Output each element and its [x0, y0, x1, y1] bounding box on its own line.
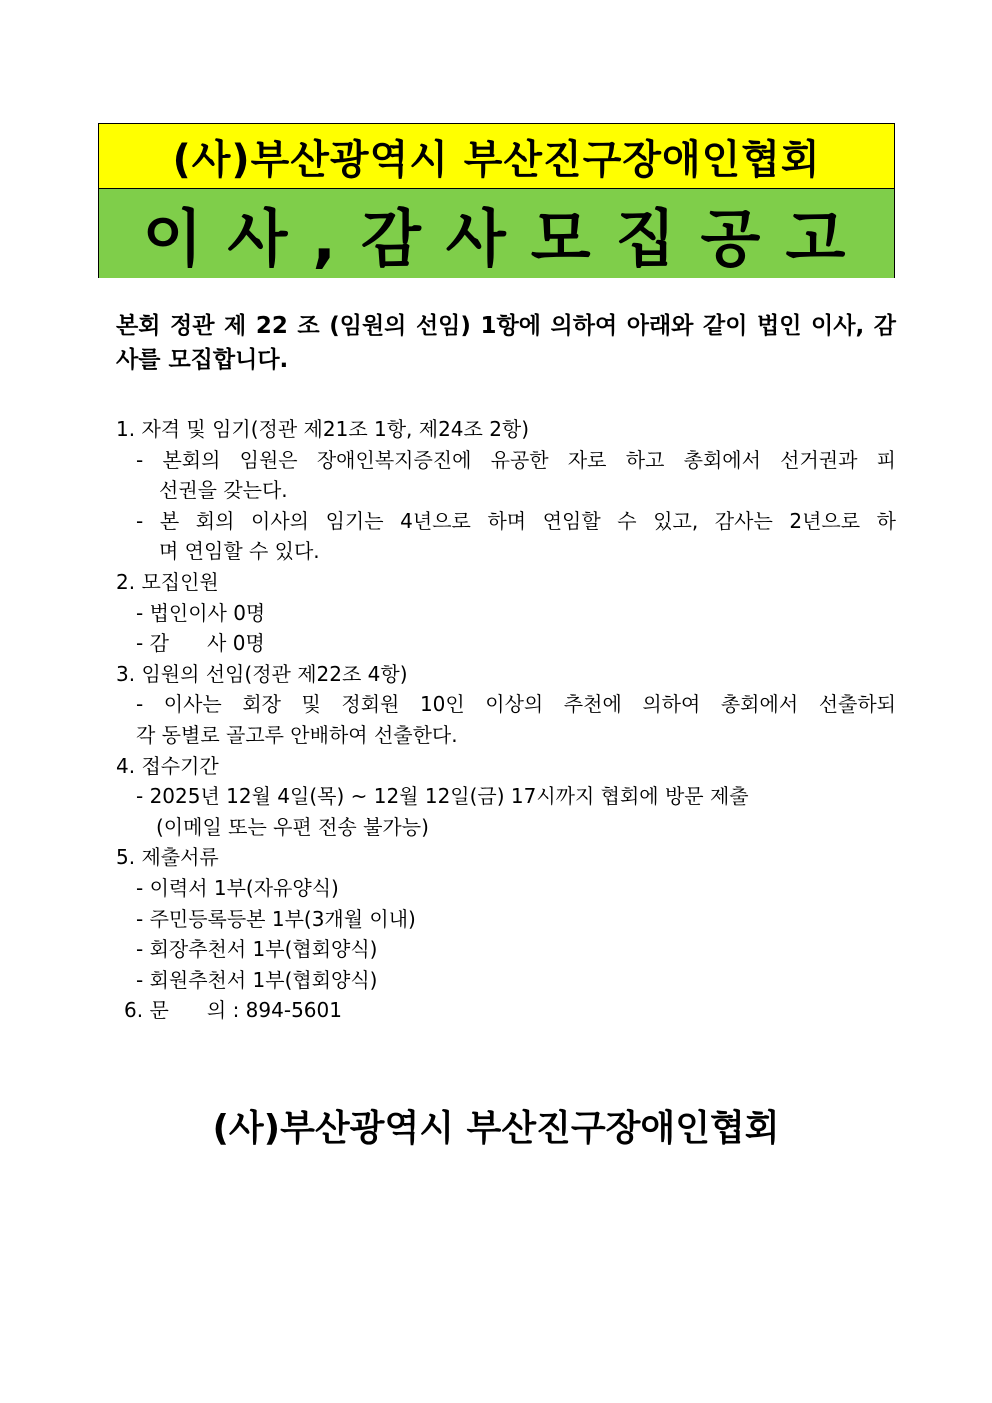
- section-heading: 4. 접수기간: [116, 753, 219, 778]
- section-heading: 2. 모집인원: [116, 569, 219, 594]
- organization-banner: (사)부산광역시 부산진구장애인협회: [99, 124, 894, 189]
- list-item-continuation: 선권을 갖는다.: [159, 478, 288, 503]
- list-item: - 2025년 12월 4일(목) ~ 12월 12일(금) 17시까지 협회에 방문 제출: [136, 784, 749, 809]
- list-item: - 본 회의 이사의 임기는 4년으로 하며 연임할 수 있고, 감사는 2년으로 하: [136, 508, 896, 533]
- list-item: - 본회의 임원은 장애인복지증진에 유공한 자로 하고 총회에서 선거권과 피: [136, 447, 896, 472]
- section-heading: 3. 임원의 선임(정관 제22조 4항): [116, 661, 408, 686]
- list-item-continuation: 며 연임할 수 있다.: [159, 539, 320, 564]
- section-heading: 1. 자격 및 임기(정관 제21조 1항, 제24조 2항): [116, 417, 530, 441]
- list-item: - 이력서 1부(자유양식): [136, 875, 339, 900]
- notice-body: [116, 414, 896, 1026]
- footer-organization: (사)부산광역시 부산진구장애인협회: [212, 1108, 780, 1149]
- notice-title: 이사,감사모집공고: [99, 189, 894, 278]
- section-heading: 5. 제출서류: [116, 845, 219, 870]
- list-item: - 이사는 회장 및 정회원 10인 이상의 추천에 의하여 총회에서 선출하되: [136, 692, 896, 717]
- intro-paragraph: 본회 정관 제 22 조 (임원의 선임) 1항에 의하여 아래와 같이 법인 이사, 감사를 모집합니다.: [116, 313, 896, 373]
- list-item: - 감 사 0명: [136, 631, 265, 656]
- list-item: - 법인이사 0명: [136, 600, 266, 625]
- title-banner: [98, 123, 895, 278]
- list-item-continuation: 각 동별로 골고루 안배하여 선출한다.: [136, 722, 458, 747]
- list-item: - 주민등록등본 1부(3개월 이내): [136, 906, 416, 931]
- list-item-continuation: (이메일 또는 우편 전송 불가능): [156, 814, 429, 839]
- list-item: - 회원추천서 1부(협회양식): [136, 967, 378, 992]
- contact-line: 6. 문 의 : 894-5601: [124, 998, 342, 1023]
- list-item: - 회장추천서 1부(협회양식): [136, 937, 378, 962]
